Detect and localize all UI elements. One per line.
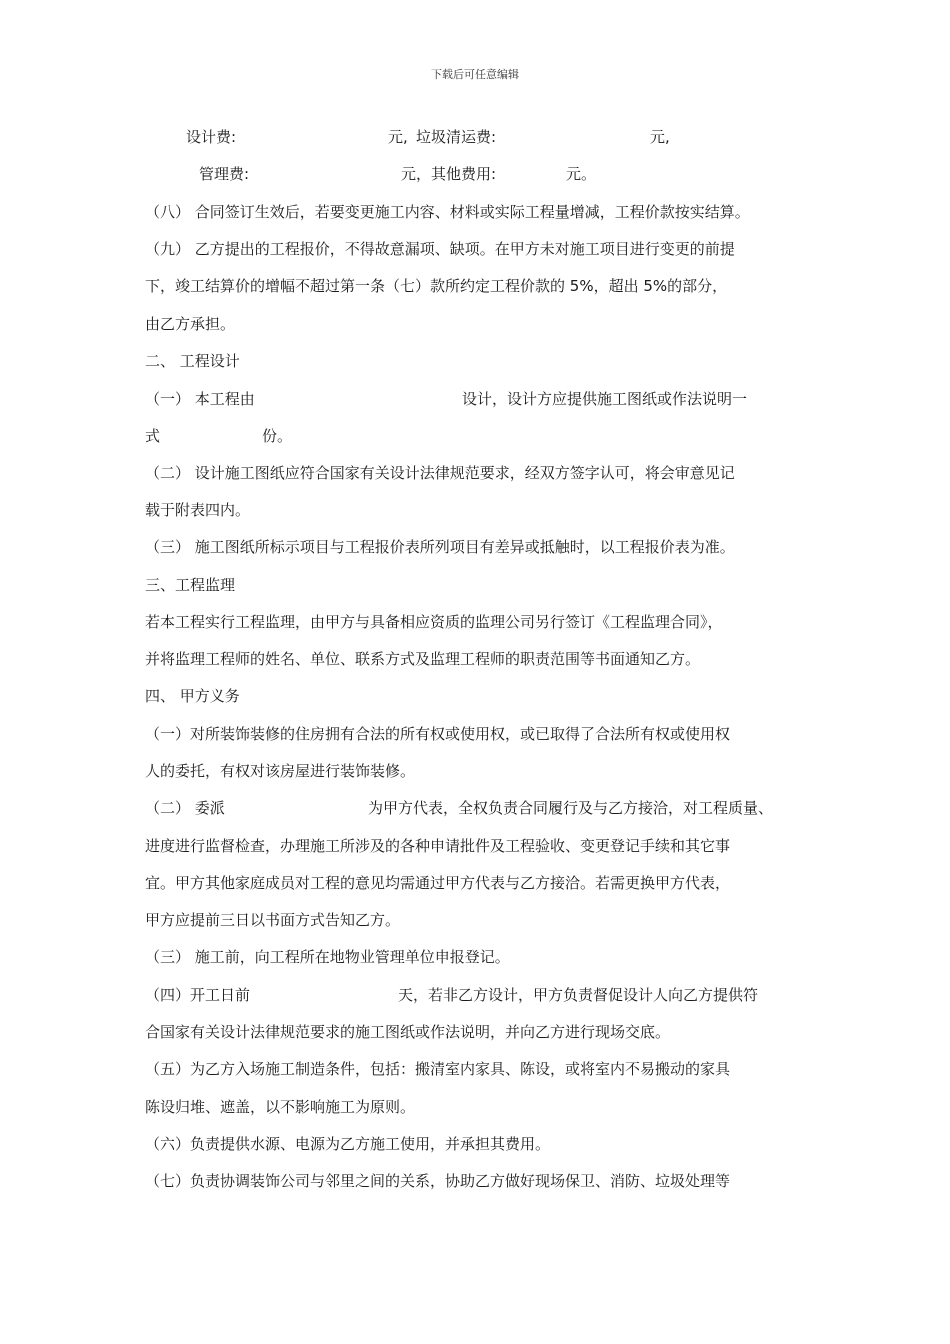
clause-line: （一）对所装饰装修的住房拥有合法的所有权或使用权，或已取得了合法所有权或使用权 xyxy=(145,725,731,743)
clause-line: 若本工程实行工程监理，由甲方与具备相应资质的监理公司另行签订《工程监理合同》， xyxy=(145,613,723,631)
clause-line: 式 xyxy=(145,427,161,445)
mgmt-fee-unit: 元， xyxy=(401,165,432,183)
clause-line: （三） 施工前，向工程所在地物业管理单位申报登记。 xyxy=(145,948,510,966)
clause-line: 人的委托，有权对该房屋进行装饰装修。 xyxy=(145,762,416,780)
page-header: 下载后可任意编辑 xyxy=(431,68,519,81)
clause-line: （七）负责协调装饰公司与邻里之间的关系，协助乙方做好现场保卫、消防、垃圾处理等 xyxy=(145,1172,731,1190)
mgmt-fee-label: 管理费: xyxy=(199,165,250,183)
clause-line: （六）负责提供水源、电源为乙方施工使用，并承担其费用。 xyxy=(145,1135,551,1153)
clause-line: （五）为乙方入场施工制造条件，包括：搬清室内家具、陈设，或将室内不易搬动的家具 xyxy=(145,1060,731,1078)
section-heading: 三、工程监理 xyxy=(145,576,236,594)
section-heading: 四、 甲方义务 xyxy=(145,687,240,705)
clause-line: 设计，设计方应提供施工图纸或作法说明一 xyxy=(462,390,748,408)
clause-line: （三） 施工图纸所标示项目与工程报价表所列项目有差异或抵触时，以工程报价表为准。 xyxy=(145,538,735,556)
clause-line: 陈设归堆、遮盖，以不影响施工为原则。 xyxy=(145,1098,416,1116)
clause-line: 载于附表四内。 xyxy=(145,501,251,519)
other-fee-unit: 元。 xyxy=(566,165,597,183)
clause-line: （九） 乙方提出的工程报价，不得故意漏项、缺项。在甲方未对施工项目进行变更的前提 xyxy=(145,240,735,258)
clause-line: （一） 本工程由 xyxy=(145,390,255,408)
clause-line: 并将监理工程师的姓名、单位、联系方式及监理工程师的职责范围等书面通知乙方。 xyxy=(145,650,701,668)
clause-line: （八） 合同签订生效后，若要变更施工内容、材料或实际工程量增减，工程价款按实结算。 xyxy=(145,203,750,221)
garbage-fee-unit: 元, xyxy=(650,128,670,146)
clause-line: 进度进行监督检查，办理施工所涉及的各种申请批件及工程验收、变更登记手续和其它事 xyxy=(145,837,731,855)
other-fee-label: 其他费用: xyxy=(431,165,497,183)
clause-line: （四）开工日前 xyxy=(145,986,251,1004)
clause-line: 为甲方代表，全权负责合同履行及与乙方接洽，对工程质量、 xyxy=(368,799,774,817)
design-fee-label: 设计费: xyxy=(186,128,237,146)
clause-line: 份。 xyxy=(262,427,293,445)
clause-line: （二） 设计施工图纸应符合国家有关设计法律规范要求，经双方签字认可，将会审意见记 xyxy=(145,464,735,482)
clause-line: 甲方应提前三日以书面方式告知乙方。 xyxy=(145,911,401,929)
design-fee-unit: 元, xyxy=(388,128,408,146)
clause-line: 下，竣工结算价的增幅不超过第一条（七）款所约定工程价款的 5%，超出 5%的部分， xyxy=(145,277,728,295)
clause-line: 合国家有关设计法律规范要求的施工图纸或作法说明，并向乙方进行现场交底。 xyxy=(145,1023,671,1041)
section-heading: 二、 工程设计 xyxy=(145,352,240,370)
clause-line: 由乙方承担。 xyxy=(145,315,236,333)
clause-line: 宜。甲方其他家庭成员对工程的意见均需通过甲方代表与乙方接洽。若需更换甲方代表， xyxy=(145,874,731,892)
clause-line: （二） 委派 xyxy=(145,799,225,817)
clause-line: 天，若非乙方设计，甲方负责督促设计人向乙方提供符 xyxy=(398,986,759,1004)
garbage-fee-label: 垃圾清运费: xyxy=(416,128,497,146)
